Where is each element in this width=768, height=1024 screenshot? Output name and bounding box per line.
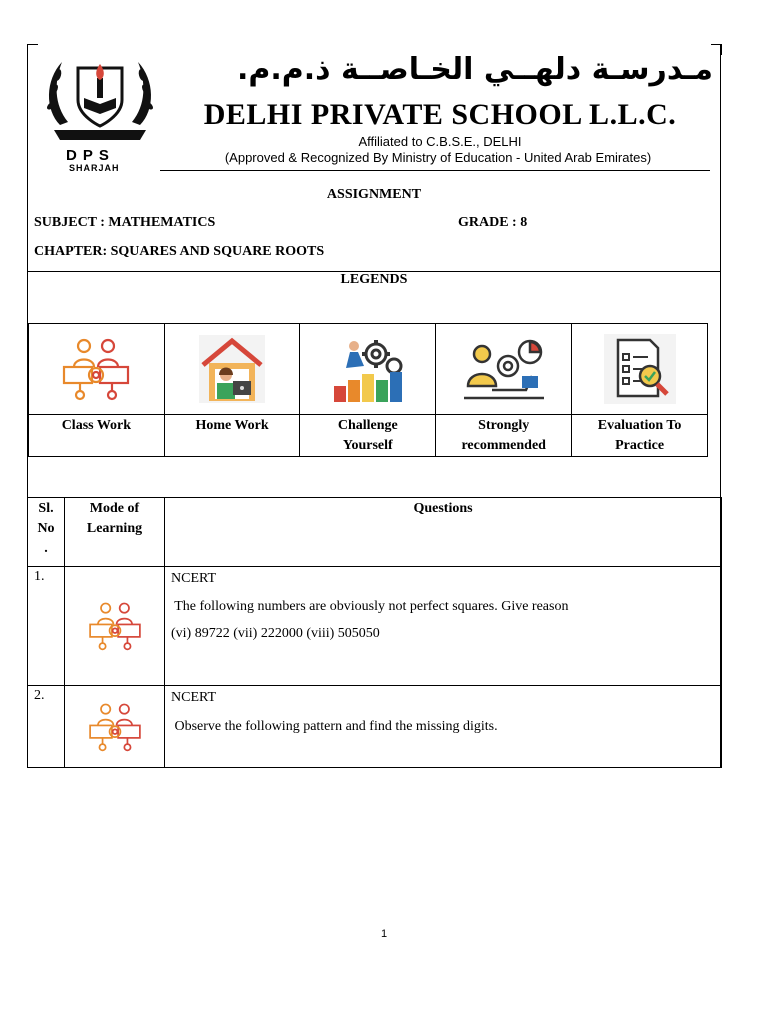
header-rule: [160, 170, 710, 171]
logo-city: SHARJAH: [69, 163, 120, 173]
table-row: [28, 567, 722, 686]
header-text: No: [37, 521, 55, 536]
legend-icon-cell: [29, 324, 165, 415]
question-source: NCERT: [171, 571, 217, 586]
row-number: 2.: [28, 686, 65, 768]
header-text: Sl.: [38, 501, 54, 516]
school-header: [40, 50, 712, 175]
legend-label-line: Home Work: [195, 418, 269, 433]
legends-table: [28, 323, 708, 457]
question-text: (vi) 89722 (vii) 222000 (viii) 505050: [171, 626, 380, 641]
mode-cell: [65, 567, 165, 686]
school-name-arabic: مـدرسـة دلهــي الخـاصــة ذ.م.م.: [237, 52, 713, 87]
question-cell: [165, 686, 722, 768]
legend-label-line: Class Work: [61, 418, 132, 433]
legend-label-line: Practice: [615, 438, 665, 453]
strongly-recommended-icon: [462, 336, 546, 402]
legend-icon-cell: [436, 324, 572, 415]
home-work-icon: [199, 335, 265, 403]
row-number: 1.: [28, 567, 65, 686]
school-name: DELHI PRIVATE SCHOOL L.L.C.: [203, 98, 677, 131]
question-text: The following numbers are obviously not perfect squares. Give reason: [171, 599, 569, 614]
class-work-icon: [87, 698, 143, 756]
approval-text: (Approved & Recognized By Ministry of Education - United Arab Emirates): [224, 150, 652, 165]
frame-corner: [27, 44, 38, 55]
header-mode-of-learning: [65, 498, 165, 567]
question-source: NCERT: [171, 690, 217, 705]
table-row: [28, 686, 722, 768]
school-crest-icon: [40, 50, 160, 145]
logo-letters: DPS: [66, 147, 115, 164]
legend-label-challenge: [300, 415, 436, 457]
legend-label-strongly-recommended: [436, 415, 572, 457]
legend-icon-cell: [164, 324, 300, 415]
legend-label-line: Evaluation To: [597, 418, 682, 433]
questions-table: [27, 497, 722, 768]
legend-label-class-work: [29, 415, 165, 457]
header-sl-no: [28, 498, 65, 567]
legend-label-line: Strongly: [478, 418, 530, 433]
school-logo: [40, 50, 160, 175]
legend-icon-cell: [572, 324, 708, 415]
mode-cell: [65, 686, 165, 768]
legend-label-evaluation: [572, 415, 708, 457]
legend-label-home-work: [164, 415, 300, 457]
legends-title: LEGENDS: [340, 272, 408, 287]
chapter-label: CHAPTER: SQUARES AND SQUARE ROOTS: [34, 244, 325, 259]
class-work-icon: [87, 597, 143, 655]
grade-label: GRADE : 8: [458, 215, 528, 230]
header-questions: Questions: [165, 498, 722, 567]
page-number: 1: [380, 928, 388, 940]
legend-label-line: recommended: [461, 438, 546, 453]
header-text: Learning: [86, 521, 143, 536]
legend-label-line: Challenge: [337, 418, 398, 433]
question-cell: [165, 567, 722, 686]
subject-label: SUBJECT : MATHEMATICS: [34, 215, 216, 230]
legend-label-line: Yourself: [342, 438, 393, 453]
affiliation-text: Affiliated to C.B.S.E., DELHI: [358, 134, 522, 149]
assignment-title: ASSIGNMENT: [326, 187, 422, 202]
header-text: .: [44, 541, 48, 556]
question-text: Observe the following pattern and find the missing digits.: [171, 719, 498, 734]
class-work-icon: [60, 337, 132, 401]
challenge-icon: [330, 336, 406, 402]
legend-icon-cell: [300, 324, 436, 415]
header-text: Mode of: [89, 501, 140, 516]
evaluation-icon: [604, 334, 676, 404]
